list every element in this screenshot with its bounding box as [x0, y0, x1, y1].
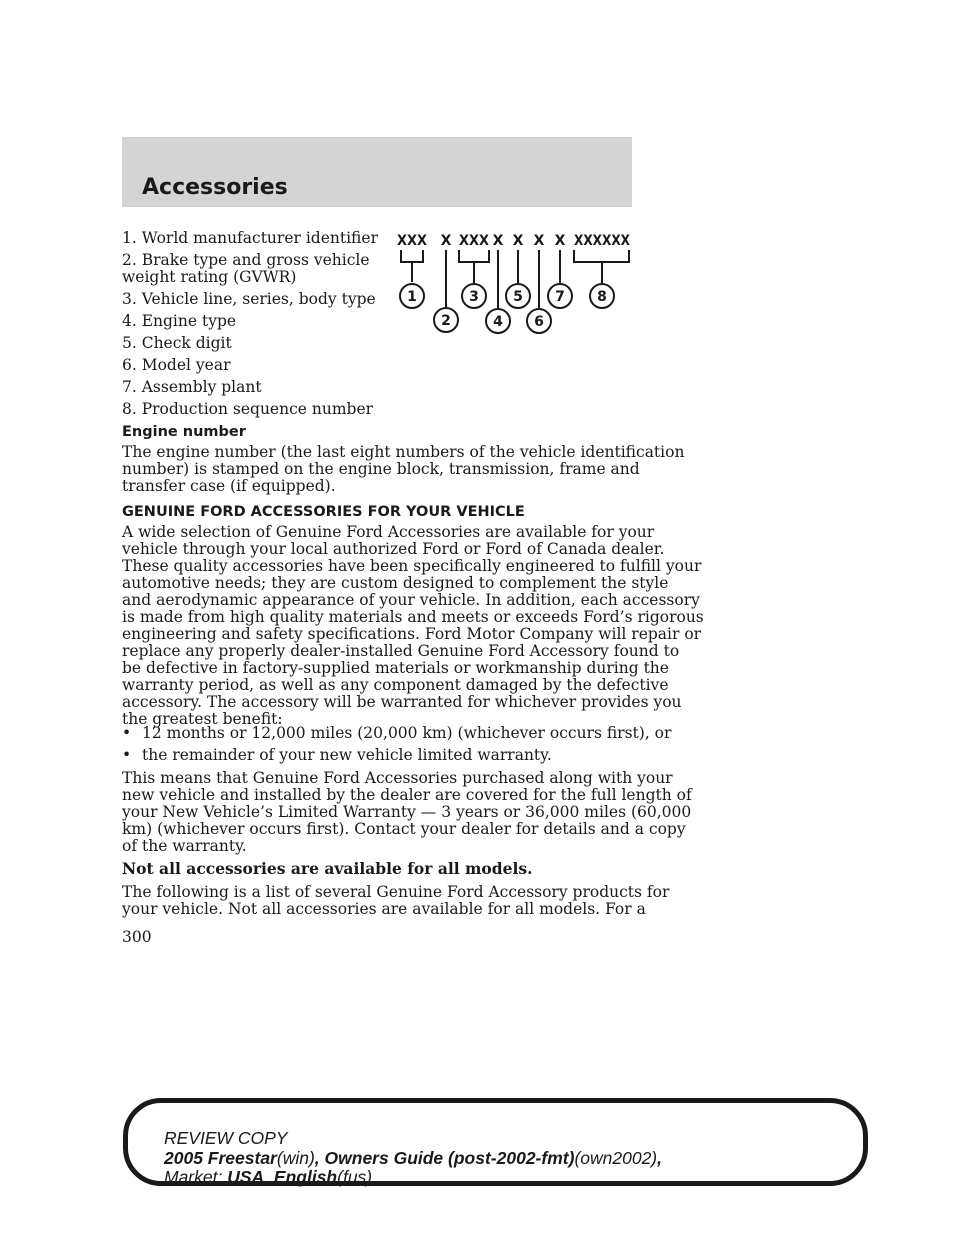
bullet-text: the remainder of your new vehicle limited warranty. [142, 746, 552, 764]
paragraph-line: A wide selection of Genuine Ford Accessories are available for your [122, 523, 655, 541]
paragraph-line: new vehicle and installed by the dealer are covered for the full length of [122, 786, 692, 804]
engine-number-text: number) is stamped on the engine block, transmission, frame and [122, 460, 640, 478]
bracket-8 [574, 250, 629, 262]
vin-code: X [554, 233, 566, 249]
vin-code: XXXXXX [574, 233, 631, 249]
vin-legend-item: 5. Check digit [122, 334, 232, 352]
guide-code: (own2002) [574, 1148, 658, 1168]
paragraph-line: accessory. The accessory will be warranted for whichever provides you [122, 693, 682, 711]
callout-number: 4 [493, 314, 503, 330]
market-value: USA_English [227, 1167, 338, 1187]
callout-number: 3 [469, 289, 479, 305]
callout-number: 6 [534, 314, 544, 330]
vin-diagram [392, 226, 642, 341]
genuine-accessories-heading: GENUINE FORD ACCESSORIES FOR YOUR VEHICLE [122, 504, 525, 520]
page-number: 300 [122, 928, 152, 946]
separator: , [314, 1148, 325, 1168]
model-name: 2005 Freestar [164, 1148, 277, 1168]
paragraph-line: be defective in factory-supplied materials or workmanship during the [122, 659, 669, 677]
vin-legend-item: 2. Brake type and gross vehicle [122, 251, 370, 269]
market-line [164, 1167, 372, 1187]
bracket-1 [401, 250, 423, 262]
availability-note: Not all accessories are available for all models. [122, 859, 533, 878]
section-title: Accessories [142, 175, 288, 200]
vin-legend-item: 1. World manufacturer identifier [122, 229, 378, 247]
bullet-text: 12 months or 12,000 miles (20,000 km) (whichever occurs first), or [142, 724, 672, 742]
paragraph-line: of the warranty. [122, 837, 247, 855]
callout-number: 5 [513, 289, 523, 305]
vin-code: X [512, 233, 524, 249]
paragraph-line: your New Vehicle’s Limited Warranty — 3 years or 36,000 miles (60,000 [122, 803, 692, 821]
callout-number: 2 [441, 313, 451, 329]
market-code: (fus) [337, 1167, 373, 1187]
vin-legend-item: 8. Production sequence number [122, 400, 374, 418]
engine-number-heading: Engine number [122, 424, 246, 440]
vin-code: XXX [459, 233, 490, 249]
engine-number-text: transfer case (if equipped). [122, 477, 336, 495]
paragraph-line: automotive needs; they are custom designed to complement the style [122, 574, 669, 592]
review-copy-label: REVIEW COPY [164, 1128, 288, 1148]
paragraph-line: This means that Genuine Ford Accessories purchased along with your [122, 769, 673, 787]
bullet-icon: • [122, 724, 132, 742]
callout-number: 7 [555, 289, 565, 305]
market-label: Market: [164, 1167, 223, 1187]
callout-number: 1 [407, 289, 417, 305]
paragraph-line: is made from high quality materials and meets or exceeds Ford’s rigorous [122, 608, 704, 626]
separator: , [657, 1148, 663, 1168]
section-header-band [122, 137, 632, 207]
paragraph-line: vehicle through your local authorized Ford or Ford of Canada dealer. [122, 540, 665, 558]
bracket-3 [459, 250, 489, 262]
vin-legend-item: 7. Assembly plant [122, 378, 262, 396]
paragraph-line: The following is a list of several Genuine Ford Accessory products for [122, 883, 670, 901]
vin-legend-item: 3. Vehicle line, series, body type [122, 290, 376, 308]
paragraph-line: the greatest benefit: [122, 710, 283, 728]
document-info-line [164, 1148, 662, 1168]
paragraph-line: warranty period, as well as any component damaged by the defective [122, 676, 669, 694]
vin-code: X [440, 233, 452, 249]
model-code: (win) [276, 1148, 315, 1168]
vin-legend-item: 4. Engine type [122, 312, 237, 330]
paragraph-line: These quality accessories have been specifically engineered to fulfill your [122, 557, 702, 575]
vin-legend-item: 6. Model year [122, 356, 231, 374]
engine-number-text: The engine number (the last eight numbers of the vehicle identification [122, 443, 685, 461]
paragraph-line: and aerodynamic appearance of your vehicle. In addition, each accessory [122, 591, 700, 609]
vin-code: X [533, 233, 545, 249]
guide-name: Owners Guide (post-2002-fmt) [324, 1148, 575, 1168]
paragraph-line: engineering and safety specifications. Ford Motor Company will repair or [122, 625, 702, 643]
bullet-icon: • [122, 746, 132, 764]
vin-legend-item: weight rating (GVWR) [122, 268, 297, 286]
vin-code: X [492, 233, 504, 249]
paragraph-line: replace any properly dealer-installed Genuine Ford Accessory found to [122, 642, 680, 660]
paragraph-line: km) (whichever occurs first). Contact your dealer for details and a copy [122, 820, 686, 838]
callout-number: 8 [597, 289, 607, 305]
paragraph-line: your vehicle. Not all accessories are available for all models. For a [122, 900, 646, 918]
vin-code: XXX [397, 233, 428, 249]
